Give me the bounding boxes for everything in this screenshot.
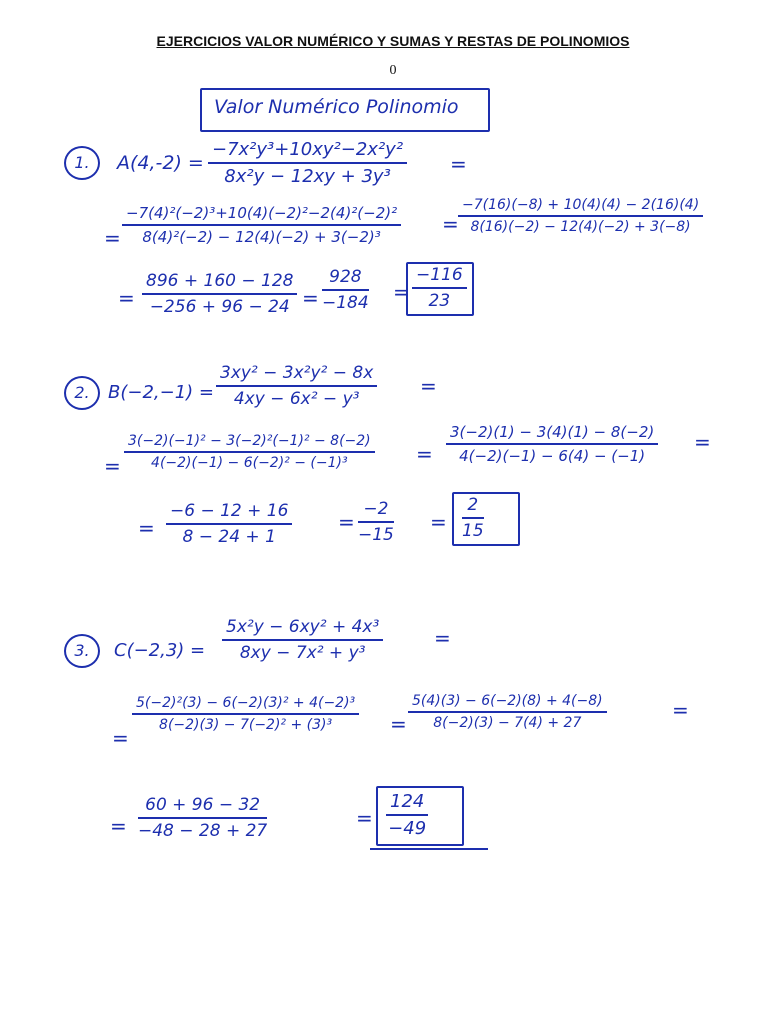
fraction-numerator: 3(−2)(−1)² − 3(−2)²(−1)² − 8(−2) — [124, 434, 375, 453]
fraction-numerator: 60 + 96 − 32 — [138, 796, 267, 819]
exercise-1-step-4 — [322, 268, 369, 312]
exercise-2-step-2 — [446, 424, 658, 464]
equals-sign: = — [430, 510, 447, 534]
page-title: EJERCICIOS VALOR NUMÉRICO Y SUMAS Y RESTAS DE POLINOMIOS — [156, 33, 630, 49]
equals-sign: = — [302, 286, 319, 310]
exercise-2-step-3 — [166, 502, 292, 546]
exercise-3-expression — [222, 618, 383, 662]
exercise-2-call: B(−2,−1) = — [108, 382, 214, 403]
fraction-numerator: −7x²y³+10xy²−2x²y² — [208, 140, 407, 164]
exercise-3-result — [386, 792, 428, 839]
equals-sign: = — [104, 454, 121, 478]
exercise-3-step-2 — [408, 694, 607, 732]
fraction-numerator: −6 − 12 + 16 — [166, 502, 292, 525]
equals-sign: = — [694, 430, 711, 454]
fraction-numerator: −7(4)²(−2)³+10(4)(−2)²−2(4)²(−2)² — [122, 205, 401, 226]
exercise-2-step-1 — [124, 434, 375, 472]
equals-sign: = — [390, 712, 407, 736]
fraction-numerator: 5x²y − 6xy² + 4x³ — [222, 618, 383, 641]
fraction-denominator: 8(−2)(3) − 7(−2)² + (3)³ — [159, 717, 333, 734]
fraction-numerator: 5(4)(3) − 6(−2)(8) + 4(−8) — [408, 694, 607, 713]
exercise-3-step-1 — [132, 696, 359, 734]
fraction-denominator: 8 − 24 + 1 — [182, 526, 276, 547]
page-number: 0 — [389, 63, 397, 78]
equals-sign: = — [442, 212, 459, 236]
equals-sign: = — [118, 286, 135, 310]
exercise-2-step-4 — [358, 500, 394, 544]
equals-sign: = — [338, 510, 355, 534]
equals-sign: = — [356, 806, 373, 830]
exercise-1-marker: 1. — [64, 146, 100, 180]
equals-sign: = — [450, 152, 467, 176]
fraction-denominator: 23 — [428, 290, 451, 311]
fraction-numerator: 3xy² − 3x²y² − 8x — [216, 364, 377, 387]
fraction-numerator: 5(−2)²(3) − 6(−2)(3)² + 4(−2)³ — [132, 696, 359, 715]
fraction-numerator: 3(−2)(1) − 3(4)(1) − 8(−2) — [446, 424, 658, 445]
exercise-2-expression — [216, 364, 377, 408]
fraction-denominator: 8(4)²(−2) − 12(4)(−2) + 3(−2)³ — [142, 227, 381, 246]
equals-sign: = — [393, 280, 410, 304]
exercise-1-step-1 — [122, 205, 401, 245]
equals-sign: = — [104, 226, 121, 250]
equals-sign: = — [138, 516, 155, 540]
fraction-denominator: −49 — [388, 817, 427, 839]
fraction-denominator: −184 — [322, 292, 369, 313]
fraction-denominator: −48 − 28 + 27 — [138, 820, 268, 841]
equals-sign: = — [110, 814, 127, 838]
exercise-2-result — [462, 496, 484, 540]
fraction-denominator: 8xy − 7x² + y³ — [239, 642, 366, 663]
fraction-denominator: −15 — [358, 524, 394, 545]
fraction-numerator: 2 — [462, 496, 484, 519]
equals-sign: = — [416, 442, 433, 466]
equals-sign: = — [112, 726, 129, 750]
exercise-1-result — [412, 266, 467, 310]
result-underline — [370, 848, 488, 850]
fraction-numerator: −2 — [358, 500, 394, 523]
exercise-2-marker: 2. — [64, 376, 100, 410]
exercise-1-call: A(4,-2) = — [117, 152, 204, 174]
fraction-denominator: 15 — [462, 520, 484, 541]
exercise-3-marker: 3. — [64, 634, 100, 668]
fraction-numerator: 124 — [386, 792, 428, 816]
fraction-denominator: 8(−2)(3) − 7(4) + 27 — [433, 715, 582, 732]
fraction-numerator: −116 — [412, 266, 467, 289]
fraction-denominator: 4(−2)(−1) − 6(−2)² − (−1)³ — [151, 455, 348, 472]
equals-sign: = — [672, 698, 689, 722]
fraction-numerator: 896 + 160 − 128 — [142, 272, 297, 295]
exercise-1-expression — [208, 140, 407, 187]
heading-text: Valor Numérico Polinomio — [214, 96, 459, 118]
fraction-denominator: −256 + 96 − 24 — [149, 296, 290, 317]
exercise-1-step-2 — [458, 198, 703, 236]
fraction-denominator: 8(16)(−2) − 12(4)(−2) + 3(−8) — [470, 219, 691, 236]
exercise-3-call: C(−2,3) = — [114, 640, 206, 661]
equals-sign: = — [420, 374, 437, 398]
fraction-numerator: 928 — [322, 268, 369, 291]
exercise-1-step-3 — [142, 272, 297, 316]
fraction-denominator: 4xy − 6x² − y³ — [233, 388, 360, 409]
equals-sign: = — [434, 626, 451, 650]
fraction-denominator: 8x²y − 12xy + 3y³ — [224, 165, 391, 187]
exercise-3-step-3 — [138, 796, 267, 840]
fraction-denominator: 4(−2)(−1) − 6(4) − (−1) — [459, 446, 646, 465]
fraction-numerator: −7(16)(−8) + 10(4)(4) − 2(16)(4) — [458, 198, 703, 217]
